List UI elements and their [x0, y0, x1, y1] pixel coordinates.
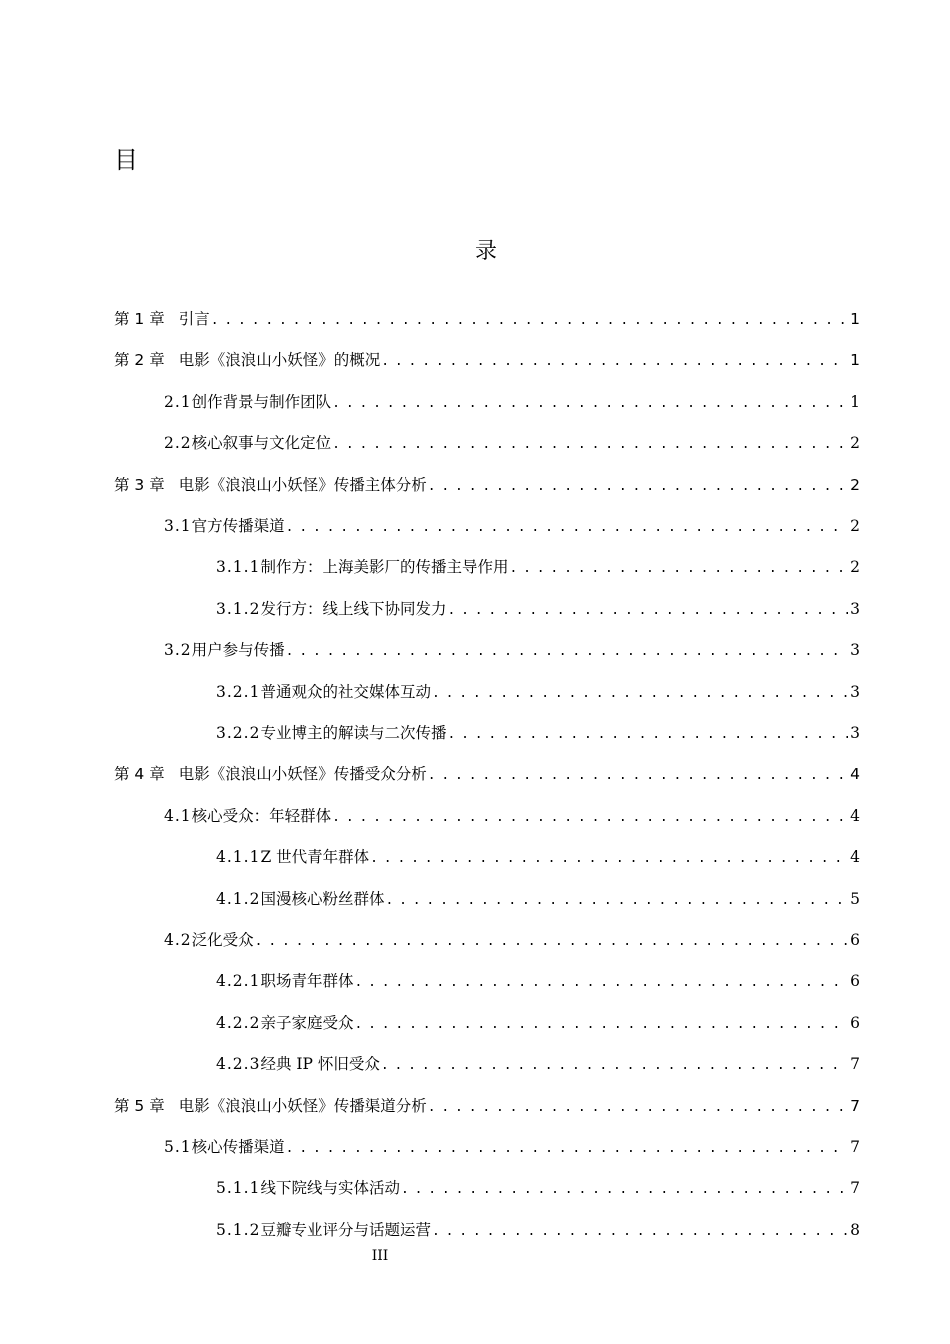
toc-entry-page: 1: [850, 310, 860, 328]
toc-entry-title: 制作方：上海美影厂的传播主导作用: [260, 558, 509, 577]
toc-entry-title: 电影《浪浪山小妖怪》的概况: [178, 351, 381, 370]
toc-entry-title: 普通观众的社交媒体互动: [260, 682, 431, 701]
toc-entry-page: 4: [850, 765, 860, 784]
toc-entry-title: 经典 IP 怀旧受众: [260, 1055, 380, 1074]
toc-entry-number: 4.1.1: [216, 848, 261, 867]
dot-leader: [401, 1177, 848, 1203]
toc-entry-page: 7: [850, 1055, 860, 1074]
dot-leader: [332, 432, 848, 458]
toc-entry-title: 电影《浪浪山小妖怪》传播主体分析: [178, 475, 427, 494]
toc-entry-number: 4.2.1: [216, 972, 261, 991]
toc-entry-title: 豆瓣专业评分与话题运营: [260, 1220, 431, 1239]
toc-entry-page: 6: [850, 972, 860, 991]
toc-entry-page: 1: [850, 392, 860, 411]
dot-leader: [332, 805, 848, 831]
dot-leader: [447, 598, 848, 624]
toc-entry[interactable]: [114, 306, 860, 332]
toc-entry-number: 3.1.2: [216, 599, 261, 618]
toc-entry-title: 引言: [178, 310, 210, 328]
toc-entry-page: 4: [850, 848, 860, 867]
toc-entry-page: 2: [850, 434, 860, 453]
toc-entry-number: 第 1 章: [114, 310, 165, 328]
toc-entry-page: 3: [850, 599, 860, 618]
toc-entry[interactable]: [164, 513, 860, 539]
dot-leader: [428, 474, 848, 500]
toc-entry-page: 7: [850, 1096, 860, 1115]
toc-entry-title: 发行方：线上线下协同发力: [260, 599, 447, 618]
toc-entry-number: 5.1.2: [216, 1220, 261, 1239]
toc-entry[interactable]: [216, 844, 860, 870]
toc-entry-page: 2: [850, 517, 860, 535]
toc-entry-title: 电影《浪浪山小妖怪》传播受众分析: [178, 765, 427, 784]
dot-leader: [447, 722, 848, 748]
toc-entry-title: 核心叙事与文化定位: [191, 434, 332, 453]
toc-entry-number: 5.1.1: [216, 1179, 261, 1198]
toc-entry[interactable]: [216, 1175, 860, 1201]
toc-entry[interactable]: [114, 347, 860, 373]
dot-leader: [211, 308, 848, 334]
toc-entry-number: 4.1.2: [216, 889, 261, 908]
toc-entry-title: 亲子家庭受众: [260, 1013, 354, 1032]
dot-leader: [381, 349, 848, 375]
toc-entry-title: 用户参与传播: [191, 641, 285, 660]
toc-entry-title: 线下院线与实体活动: [260, 1179, 400, 1198]
toc-entry-number: 第 4 章: [114, 765, 165, 784]
toc-entry[interactable]: [216, 720, 860, 746]
toc-entry[interactable]: [216, 1217, 860, 1243]
toc-entry-title: 职场青年群体: [260, 972, 354, 991]
toc-entry-number: 第 5 章: [114, 1096, 165, 1115]
toc-entry-page: 6: [850, 1013, 860, 1032]
toc-entry[interactable]: [164, 803, 860, 829]
toc-entry[interactable]: [164, 430, 860, 456]
toc-entry-title: 泛化受众: [191, 931, 254, 949]
toc-entry[interactable]: [216, 886, 860, 912]
toc-entry[interactable]: [114, 472, 860, 498]
toc-entry-page: 3: [850, 641, 860, 660]
dot-leader: [286, 1136, 848, 1162]
toc-entry-title: 官方传播渠道: [191, 517, 285, 535]
toc-entry-number: 4.2: [164, 931, 192, 949]
toc-heading-part1: 目: [114, 146, 138, 174]
page-number-footer: III: [371, 1248, 389, 1264]
toc-entry-number: 5.1: [164, 1138, 192, 1156]
toc-entry-page: 7: [850, 1138, 860, 1156]
toc-entry-number: 3.2.1: [216, 682, 261, 701]
toc-entry-title: 核心受众：年轻群体: [191, 806, 332, 825]
toc-entry[interactable]: [164, 637, 860, 663]
toc-entry-page: 5: [850, 889, 860, 908]
toc-entry[interactable]: [164, 927, 860, 953]
toc-entry-number: 4.2.3: [216, 1055, 261, 1074]
dot-leader: [428, 763, 848, 789]
dot-leader: [255, 929, 848, 955]
toc-entry-number: 3.1: [164, 517, 192, 535]
toc-heading-part2: 录: [474, 239, 497, 264]
dot-leader: [354, 1012, 848, 1038]
toc-entry[interactable]: [216, 1051, 860, 1077]
toc-entry-page: 2: [850, 475, 860, 494]
dot-leader: [385, 888, 848, 914]
dot-leader: [509, 556, 848, 582]
dot-leader: [286, 639, 848, 665]
toc-entry-page: 2: [850, 558, 860, 577]
dot-leader: [381, 1053, 848, 1079]
dot-leader: [428, 1095, 848, 1121]
toc-entry[interactable]: [114, 1093, 860, 1119]
toc-entry-number: 4.1: [164, 806, 192, 825]
dot-leader: [432, 681, 848, 707]
toc-entry-number: 第 3 章: [114, 475, 165, 494]
toc-entry-page: 8: [850, 1220, 860, 1239]
toc-entry-title: 国漫核心粉丝群体: [260, 889, 385, 908]
toc-entry-title: 创作背景与制作团队: [191, 392, 332, 411]
dot-leader: [354, 970, 848, 996]
toc-entry-page: 4: [850, 806, 860, 825]
toc-entry-page: 1: [850, 351, 860, 370]
toc-entry-number: 3.2.2: [216, 724, 261, 742]
toc-entry[interactable]: [216, 968, 860, 994]
toc-entry-number: 2.1: [164, 392, 192, 411]
toc-entry-number: 2.2: [164, 434, 192, 453]
toc-entry[interactable]: [114, 761, 860, 787]
dot-leader: [332, 391, 848, 417]
dot-leader: [370, 846, 848, 872]
toc-entry[interactable]: [216, 596, 860, 622]
toc-entry-title: 专业博主的解读与二次传播: [260, 724, 447, 742]
toc-entry-number: 3.2: [164, 641, 192, 660]
toc-entry[interactable]: [216, 679, 860, 705]
toc-entry-page: 7: [850, 1179, 860, 1198]
toc-entry-page: 6: [850, 931, 860, 949]
dot-leader: [432, 1219, 848, 1245]
toc-entry-title: 电影《浪浪山小妖怪》传播渠道分析: [178, 1096, 427, 1115]
toc-entry-title: 核心传播渠道: [191, 1138, 285, 1156]
dot-leader: [286, 515, 848, 541]
toc-entry-title: Z 世代青年群体: [260, 848, 370, 867]
toc-entry[interactable]: [164, 389, 860, 415]
toc-entry-page: 3: [850, 682, 860, 701]
toc-entry[interactable]: [216, 1010, 860, 1036]
toc-entry-page: 3: [850, 724, 860, 742]
toc-entry-number: 4.2.2: [216, 1013, 261, 1032]
toc-entry[interactable]: [216, 554, 860, 580]
toc-entry[interactable]: [164, 1134, 860, 1160]
toc-entry-number: 3.1.1: [216, 558, 261, 577]
toc-entry-number: 第 2 章: [114, 351, 165, 370]
